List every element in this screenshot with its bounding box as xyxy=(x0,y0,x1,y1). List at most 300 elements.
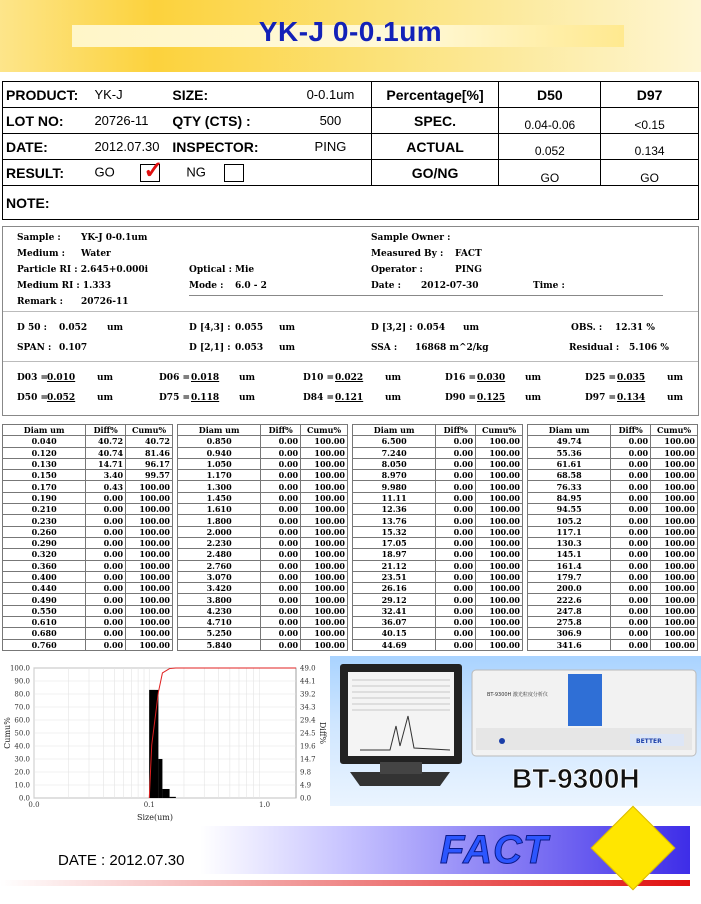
distribution-table xyxy=(352,424,523,651)
table-cell: 0.940 xyxy=(178,447,261,458)
d21-label: D [2,1] : xyxy=(189,343,231,353)
table-row xyxy=(353,639,523,650)
date-value: 2012.07.30 xyxy=(88,134,172,160)
table-cell: 21.12 xyxy=(353,560,436,571)
date-info-value: 2012-07-30 xyxy=(421,281,479,291)
table-cell: 40.72 xyxy=(126,436,173,447)
table-cell: 0.00 xyxy=(86,628,126,639)
table-cell: 100.00 xyxy=(476,549,523,560)
y-tick-label: 0.0 xyxy=(18,794,30,803)
diff-bar xyxy=(162,789,169,798)
table-cell: 0.150 xyxy=(3,470,86,481)
table-cell: 0.760 xyxy=(3,639,86,650)
table-cell: 100.00 xyxy=(301,594,348,605)
table-cell: 3.070 xyxy=(178,571,261,582)
table-cell: 100.00 xyxy=(651,481,698,492)
table-cell: 5.840 xyxy=(178,639,261,650)
table-cell: 100.00 xyxy=(476,639,523,650)
table-cell: 0.440 xyxy=(3,583,86,594)
table-cell: 200.0 xyxy=(528,583,611,594)
table-cell: 15.32 xyxy=(353,526,436,537)
table-cell: 1.800 xyxy=(178,515,261,526)
table-cell: 0.00 xyxy=(86,549,126,560)
d84-label: D84 = xyxy=(303,393,335,403)
d43-value: 0.055 xyxy=(235,323,264,333)
footer-red-line xyxy=(0,880,690,886)
table-cell: 100.00 xyxy=(651,447,698,458)
size-value: 0-0.1um xyxy=(290,82,371,108)
d16-label: D16 = xyxy=(445,373,477,383)
table-row xyxy=(353,605,523,616)
d50-label: D 50 : xyxy=(17,323,47,333)
table-cell: 130.3 xyxy=(528,537,611,548)
table-cell: 0.320 xyxy=(3,549,86,560)
lot-value: 20726-11 xyxy=(88,108,172,134)
remark-label: Remark : xyxy=(17,297,63,307)
d90-label: D90 = xyxy=(445,393,477,403)
table-cell: 0.850 xyxy=(178,436,261,447)
table-cell: 99.57 xyxy=(126,470,173,481)
table-cell: 0.040 xyxy=(3,436,86,447)
table-cell: 0.00 xyxy=(261,571,301,582)
d50b-value: 0.052 xyxy=(47,393,76,403)
d25-value: 0.035 xyxy=(617,373,646,383)
table-cell: 0.00 xyxy=(261,617,301,628)
table-row xyxy=(3,594,173,605)
table-row xyxy=(178,470,348,481)
table-cell: 84.95 xyxy=(528,492,611,503)
date-label: DATE: xyxy=(3,134,89,160)
table-cell: 100.00 xyxy=(126,628,173,639)
unit-um: um xyxy=(239,393,256,403)
table-cell: 100.00 xyxy=(301,537,348,548)
table-row xyxy=(353,617,523,628)
table-cell: 0.00 xyxy=(611,617,651,628)
table-cell: 100.00 xyxy=(126,605,173,616)
table-cell: 100.00 xyxy=(301,515,348,526)
unit-um: um xyxy=(525,373,542,383)
table-cell: 100.00 xyxy=(476,481,523,492)
table-cell: 247.8 xyxy=(528,605,611,616)
table-cell: 1.450 xyxy=(178,492,261,503)
table-row xyxy=(178,560,348,571)
table-cell: 0.210 xyxy=(3,504,86,515)
d50-header: D50 xyxy=(499,82,601,108)
d97-value: 0.134 xyxy=(617,393,646,403)
y2-tick-label: 19.6 xyxy=(300,742,316,751)
table-row xyxy=(3,447,173,458)
result-go-cell xyxy=(88,156,172,186)
operator-label: Operator : xyxy=(371,265,423,275)
y-tick-label: 30.0 xyxy=(14,755,30,764)
table-cell: 0.550 xyxy=(3,605,86,616)
table-cell: 0.00 xyxy=(261,492,301,503)
table-cell: 100.00 xyxy=(476,447,523,458)
table-cell: 2.000 xyxy=(178,526,261,537)
table-cell: 222.6 xyxy=(528,594,611,605)
table-row xyxy=(178,639,348,650)
table-cell: 100.00 xyxy=(126,492,173,503)
measured-by-label: Measured By : xyxy=(371,249,444,259)
table-header-row xyxy=(353,425,523,436)
y2-tick-label: 29.4 xyxy=(300,716,316,725)
table-row xyxy=(353,594,523,605)
table-cell: 0.00 xyxy=(436,628,476,639)
table-cell: 100.00 xyxy=(126,617,173,628)
table-cell: 0.360 xyxy=(3,560,86,571)
table-cell: 2.480 xyxy=(178,549,261,560)
table-cell: 0.00 xyxy=(436,594,476,605)
y-tick-label: 50.0 xyxy=(14,729,30,738)
table-cell: 0.00 xyxy=(261,526,301,537)
table-cell: 0.00 xyxy=(261,639,301,650)
table-row xyxy=(528,458,698,469)
table-cell: 100.00 xyxy=(126,594,173,605)
d32-value: 0.054 xyxy=(417,323,446,333)
lot-label: LOT NO: xyxy=(3,108,89,134)
table-cell: 40.72 xyxy=(86,436,126,447)
table-row xyxy=(353,436,523,447)
time-label: Time : xyxy=(533,281,565,291)
gong-label: GO/NG xyxy=(371,160,499,186)
table-cell: 100.00 xyxy=(126,515,173,526)
table-row xyxy=(353,560,523,571)
table-row xyxy=(3,526,173,537)
table-cell: 13.76 xyxy=(353,515,436,526)
table-cell: 0.00 xyxy=(261,470,301,481)
table-cell: 0.00 xyxy=(611,537,651,548)
qty-value: 500 xyxy=(290,108,371,134)
unit-um: um xyxy=(97,373,114,383)
table-cell: 32.41 xyxy=(353,605,436,616)
table-cell: 17.05 xyxy=(353,537,436,548)
table-cell: 40.15 xyxy=(353,628,436,639)
table-row xyxy=(353,492,523,503)
table-cell: 100.00 xyxy=(301,470,348,481)
y2-tick-label: 44.1 xyxy=(300,677,316,686)
table-cell: 100.00 xyxy=(651,594,698,605)
percentage-header: Percentage[%] xyxy=(371,82,499,108)
table-cell: 68.58 xyxy=(528,470,611,481)
table-cell: 23.51 xyxy=(353,571,436,582)
table-cell: 100.00 xyxy=(476,583,523,594)
table-cell: 18.97 xyxy=(353,549,436,560)
table-cell: 0.00 xyxy=(261,560,301,571)
table-cell: 100.00 xyxy=(301,447,348,458)
table-cell: 0.120 xyxy=(3,447,86,458)
table-cell: 3.800 xyxy=(178,594,261,605)
table-row xyxy=(178,549,348,560)
d97-label: D97 = xyxy=(585,393,617,403)
spec-d97: <0.15 xyxy=(601,108,699,134)
table-cell: 100.00 xyxy=(476,605,523,616)
gong-d97: GO xyxy=(601,160,699,186)
ng-checkbox[interactable] xyxy=(224,164,244,182)
d75-label: D75 = xyxy=(159,393,191,403)
table-row xyxy=(178,492,348,503)
unit-um: um xyxy=(667,393,684,403)
table-cell: 0.00 xyxy=(611,594,651,605)
d06-label: D06 = xyxy=(159,373,191,383)
table-cell: 8.970 xyxy=(353,470,436,481)
mode-value: 6.0 - 2 xyxy=(235,281,267,291)
d16-value: 0.030 xyxy=(477,373,506,383)
table-cell: 0.00 xyxy=(86,617,126,628)
table-cell: 0.00 xyxy=(436,492,476,503)
table-row xyxy=(178,515,348,526)
table-cell: 0.680 xyxy=(3,628,86,639)
table-cell: 0.00 xyxy=(261,628,301,639)
table-cell: 0.00 xyxy=(611,605,651,616)
distribution-chart xyxy=(0,660,330,828)
table-row xyxy=(178,628,348,639)
column-header: Cumu% xyxy=(126,425,173,436)
table-cell: 0.00 xyxy=(261,515,301,526)
table-cell: 0.00 xyxy=(436,537,476,548)
measured-by-value: FACT xyxy=(455,249,482,259)
model-name: BT-9300H xyxy=(512,763,640,794)
table-cell: 0.00 xyxy=(611,504,651,515)
table-header-row xyxy=(3,425,173,436)
table-row xyxy=(528,628,698,639)
table-cell: 0.00 xyxy=(436,617,476,628)
table-cell: 81.46 xyxy=(126,447,173,458)
brand-label: BETTER xyxy=(636,738,662,745)
table-cell: 0.00 xyxy=(261,594,301,605)
table-cell: 0.00 xyxy=(436,639,476,650)
diff-bar xyxy=(170,797,176,798)
table-cell: 0.400 xyxy=(3,571,86,582)
d10-label: D10 = xyxy=(303,373,335,383)
table-cell: 0.00 xyxy=(261,537,301,548)
table-cell: 0.00 xyxy=(611,436,651,447)
d75-value: 0.118 xyxy=(191,393,220,403)
table-cell: 3.420 xyxy=(178,583,261,594)
table-cell: 61.61 xyxy=(528,458,611,469)
table-cell: 0.610 xyxy=(3,617,86,628)
table-cell: 100.00 xyxy=(651,436,698,447)
table-row xyxy=(528,492,698,503)
table-cell: 100.00 xyxy=(126,526,173,537)
x-axis-label: Size(um) xyxy=(137,813,173,822)
optical: Optical : Mie xyxy=(189,265,255,275)
table-cell: 0.00 xyxy=(611,447,651,458)
table-row xyxy=(353,470,523,481)
table-row xyxy=(178,537,348,548)
table-cell: 100.00 xyxy=(476,628,523,639)
table-cell: 0.290 xyxy=(3,537,86,548)
qty-label: QTY (CTS) : xyxy=(172,108,290,134)
table-cell: 0.00 xyxy=(261,504,301,515)
table-row xyxy=(178,458,348,469)
table-cell: 100.00 xyxy=(476,504,523,515)
table-row xyxy=(353,571,523,582)
table-cell: 0.00 xyxy=(436,605,476,616)
table-cell: 0.00 xyxy=(436,447,476,458)
table-cell: 100.00 xyxy=(301,492,348,503)
table-cell: 100.00 xyxy=(651,458,698,469)
table-cell: 0.00 xyxy=(611,628,651,639)
table-cell: 100.00 xyxy=(301,639,348,650)
table-cell: 0.00 xyxy=(611,639,651,650)
table-cell: 0.00 xyxy=(86,492,126,503)
table-row xyxy=(3,549,173,560)
table-row xyxy=(353,504,523,515)
table-row xyxy=(178,436,348,447)
table-row xyxy=(353,447,523,458)
x-tick-label: 1.0 xyxy=(258,801,271,809)
table-row xyxy=(528,537,698,548)
table-row xyxy=(528,605,698,616)
page-title: YK-J 0-0.1um xyxy=(258,16,443,47)
table-cell: 40.74 xyxy=(86,447,126,458)
unit-um: um xyxy=(463,323,480,333)
column-header: Diam um xyxy=(3,425,86,436)
table-row xyxy=(178,526,348,537)
table-cell: 0.190 xyxy=(3,492,86,503)
distribution-table xyxy=(527,424,698,651)
table-row xyxy=(3,481,173,492)
table-cell: 0.00 xyxy=(611,481,651,492)
sample-label: Sample : xyxy=(17,233,61,243)
column-header: Diff% xyxy=(436,425,476,436)
table-row xyxy=(178,481,348,492)
table-cell: 100.00 xyxy=(301,549,348,560)
table-cell: 100.00 xyxy=(651,583,698,594)
result-ng-cell xyxy=(172,160,290,186)
column-header: Diff% xyxy=(611,425,651,436)
table-cell: 0.00 xyxy=(611,470,651,481)
unit-um: um xyxy=(385,373,402,383)
gong-d50: GO xyxy=(499,160,601,186)
table-row xyxy=(3,571,173,582)
table-cell: 100.00 xyxy=(476,436,523,447)
table-cell: 0.130 xyxy=(3,458,86,469)
go-checkbox[interactable] xyxy=(140,156,164,184)
table-row xyxy=(528,470,698,481)
table-row xyxy=(178,447,348,458)
y2-tick-label: 14.7 xyxy=(300,755,316,764)
table-row xyxy=(3,436,173,447)
unit-um: um xyxy=(97,393,114,403)
table-row xyxy=(353,526,523,537)
size-label: SIZE: xyxy=(172,82,290,108)
table-cell: 100.00 xyxy=(476,594,523,605)
table-row xyxy=(3,560,173,571)
table-cell: 0.00 xyxy=(261,458,301,469)
distribution-table xyxy=(177,424,348,651)
table-cell: 105.2 xyxy=(528,515,611,526)
table-row xyxy=(528,447,698,458)
table-cell: 1.170 xyxy=(178,470,261,481)
table-cell: 0.00 xyxy=(86,504,126,515)
d84-value: 0.121 xyxy=(335,393,364,403)
table-cell: 0.00 xyxy=(611,549,651,560)
y2-tick-label: 4.9 xyxy=(300,781,312,790)
table-cell: 100.00 xyxy=(651,470,698,481)
diamond-logo-icon xyxy=(591,806,676,891)
table-cell: 179.7 xyxy=(528,571,611,582)
residual-label: Residual : xyxy=(569,343,620,353)
unit-um: um xyxy=(525,393,542,403)
table-cell: 100.00 xyxy=(126,583,173,594)
sample-value: YK-J 0-0.1um xyxy=(81,233,148,243)
table-row xyxy=(528,571,698,582)
table-cell: 2.230 xyxy=(178,537,261,548)
y-tick-label: 40.0 xyxy=(14,742,30,751)
table-cell: 0.00 xyxy=(86,526,126,537)
column-header: Cumu% xyxy=(651,425,698,436)
table-cell: 96.17 xyxy=(126,458,173,469)
table-header-row xyxy=(178,425,348,436)
table-row xyxy=(528,583,698,594)
table-row xyxy=(3,628,173,639)
y-tick-label: 70.0 xyxy=(14,703,30,712)
table-cell: 0.00 xyxy=(436,549,476,560)
obs-value: 12.31 % xyxy=(615,323,655,333)
table-row xyxy=(178,605,348,616)
table-cell: 100.00 xyxy=(301,605,348,616)
table-row xyxy=(3,492,173,503)
table-cell: 341.6 xyxy=(528,639,611,650)
table-row xyxy=(353,583,523,594)
column-header: Diam um xyxy=(528,425,611,436)
table-cell: 0.00 xyxy=(86,560,126,571)
y-tick-label: 80.0 xyxy=(14,690,30,699)
table-cell: 0.00 xyxy=(436,583,476,594)
x-tick-label: 0.1 xyxy=(143,801,155,809)
column-header: Cumu% xyxy=(301,425,348,436)
column-header: Diff% xyxy=(86,425,126,436)
info-divider xyxy=(189,295,663,296)
column-header: Diam um xyxy=(178,425,261,436)
medium-ri: Medium RI : 1.333 xyxy=(17,281,112,291)
table-cell: 100.00 xyxy=(476,492,523,503)
table-row xyxy=(3,515,173,526)
table-row xyxy=(528,481,698,492)
table-cell: 100.00 xyxy=(476,470,523,481)
table-row xyxy=(178,594,348,605)
table-cell: 3.40 xyxy=(86,470,126,481)
table-cell: 0.00 xyxy=(86,583,126,594)
fact-logo: FACT xyxy=(440,828,549,872)
table-cell: 0.230 xyxy=(3,515,86,526)
table-cell: 26.16 xyxy=(353,583,436,594)
table-row xyxy=(528,639,698,650)
table-cell: 0.00 xyxy=(261,549,301,560)
y2-tick-label: 0.0 xyxy=(300,794,312,803)
table-row xyxy=(3,537,173,548)
table-row xyxy=(3,639,173,650)
y-tick-label: 10.0 xyxy=(14,781,30,790)
table-cell: 100.00 xyxy=(651,628,698,639)
table-cell: 0.00 xyxy=(436,458,476,469)
d90-value: 0.125 xyxy=(477,393,506,403)
table-cell: 4.710 xyxy=(178,617,261,628)
actual-label: ACTUAL xyxy=(371,134,499,160)
table-cell: 100.00 xyxy=(651,526,698,537)
table-cell: 306.9 xyxy=(528,628,611,639)
table-cell: 100.00 xyxy=(651,605,698,616)
table-cell: 7.240 xyxy=(353,447,436,458)
table-cell: 0.00 xyxy=(611,492,651,503)
table-row xyxy=(353,549,523,560)
inspector-value: PING xyxy=(290,134,371,160)
table-cell: 100.00 xyxy=(651,537,698,548)
product-label: PRODUCT: xyxy=(3,82,89,108)
device-label: BT-9300H 激光粒度分析仪 xyxy=(487,692,548,698)
table-row xyxy=(528,436,698,447)
